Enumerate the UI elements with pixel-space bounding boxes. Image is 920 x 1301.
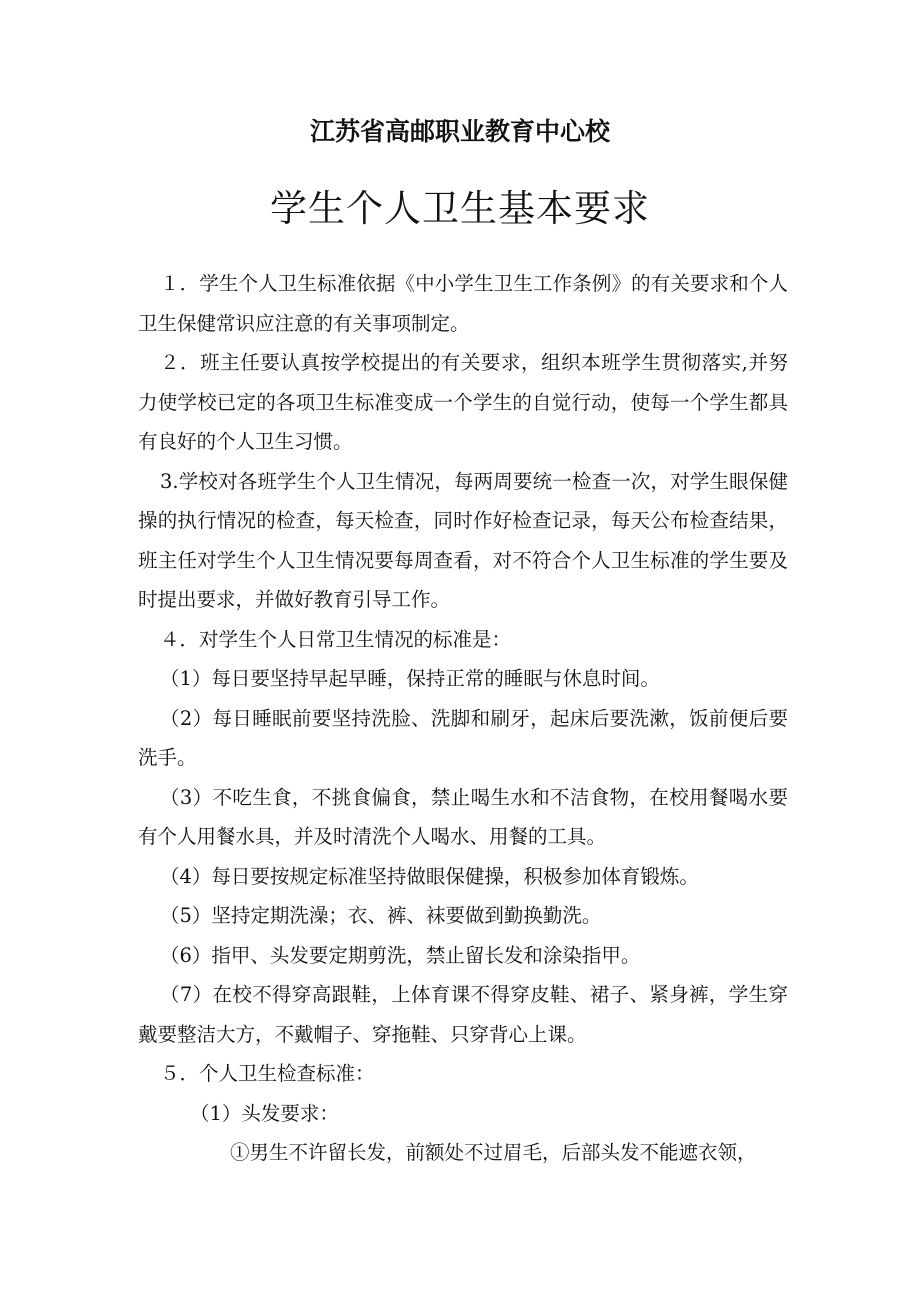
item-6: （6）指甲、头发要定期剪洗，禁止留长发和涂染指甲。: [160, 943, 641, 967]
item-2: （2）每日睡眠前要坚持洗脸、洗脚和刷牙，起床后要洗漱，饭前便后要洗手。: [138, 706, 788, 769]
paragraph-4: ４．对学生个人日常卫生情况的标准是：: [160, 627, 512, 651]
item-3: （3）不吃生食，不挑食偏食，禁止喝生水和不洁食物，在校用餐喝水要有个人用餐水具，并及时清洗个人喝水、用餐的工具。: [138, 785, 788, 848]
item-1: （1）每日要坚持早起早睡，保持正常的睡眠与休息时间。: [160, 667, 660, 690]
document-body: [138, 264, 788, 1173]
paragraph-5: ５．个人卫生检查标准：: [160, 1062, 375, 1085]
item-4: （4）每日要按规定标准坚持做眼保健操，积极参加体育锻炼。: [160, 864, 699, 888]
paragraph-1: １．学生个人卫生标准依据《中小学生卫生工作条例》的有关要求和个人卫生保健常识应注意的有关事项制定。: [138, 272, 788, 335]
item-5: （5）坚持定期洗澡；衣、裤、袜要做到勤换勤洗。: [160, 904, 602, 927]
sub-item-hair: （1）头发要求：: [190, 1101, 339, 1125]
school-name: 江苏省高邮职业教育中心校: [309, 117, 610, 146]
paragraph-3: 3.学校对各班学生个人卫生情况，每两周要统一检查一次，对学生眼保健操的执行情况的检查，每天检查，同时作好检查记录，每天公布检查结果，班主任对学生个人卫生情况要每周查看，对不符合个人卫生标准的学生要及时提出要求，并做好教育引导工作。: [138, 469, 788, 611]
item-7: （7）在校不得穿高跟鞋，上体育课不得穿皮鞋、裙子、紧身裤，学生穿戴要整洁大方，不戴帽子、穿拖鞋、只穿背心上课。: [138, 983, 788, 1046]
sub-sub-item-1: ①男生不许留长发，前额处不过眉毛，后部头发不能遮衣领，: [230, 1141, 757, 1164]
paragraph-2: ２．班主任要认真按学校提出的有关要求，组织本班学生贯彻落实,并努力使学校已定的各项卫生标准变成一个学生的自觉行动，使每一个学生都具有良好的个人卫生习惯。: [138, 351, 788, 453]
document-title: 学生个人卫生基本要求: [270, 187, 650, 230]
